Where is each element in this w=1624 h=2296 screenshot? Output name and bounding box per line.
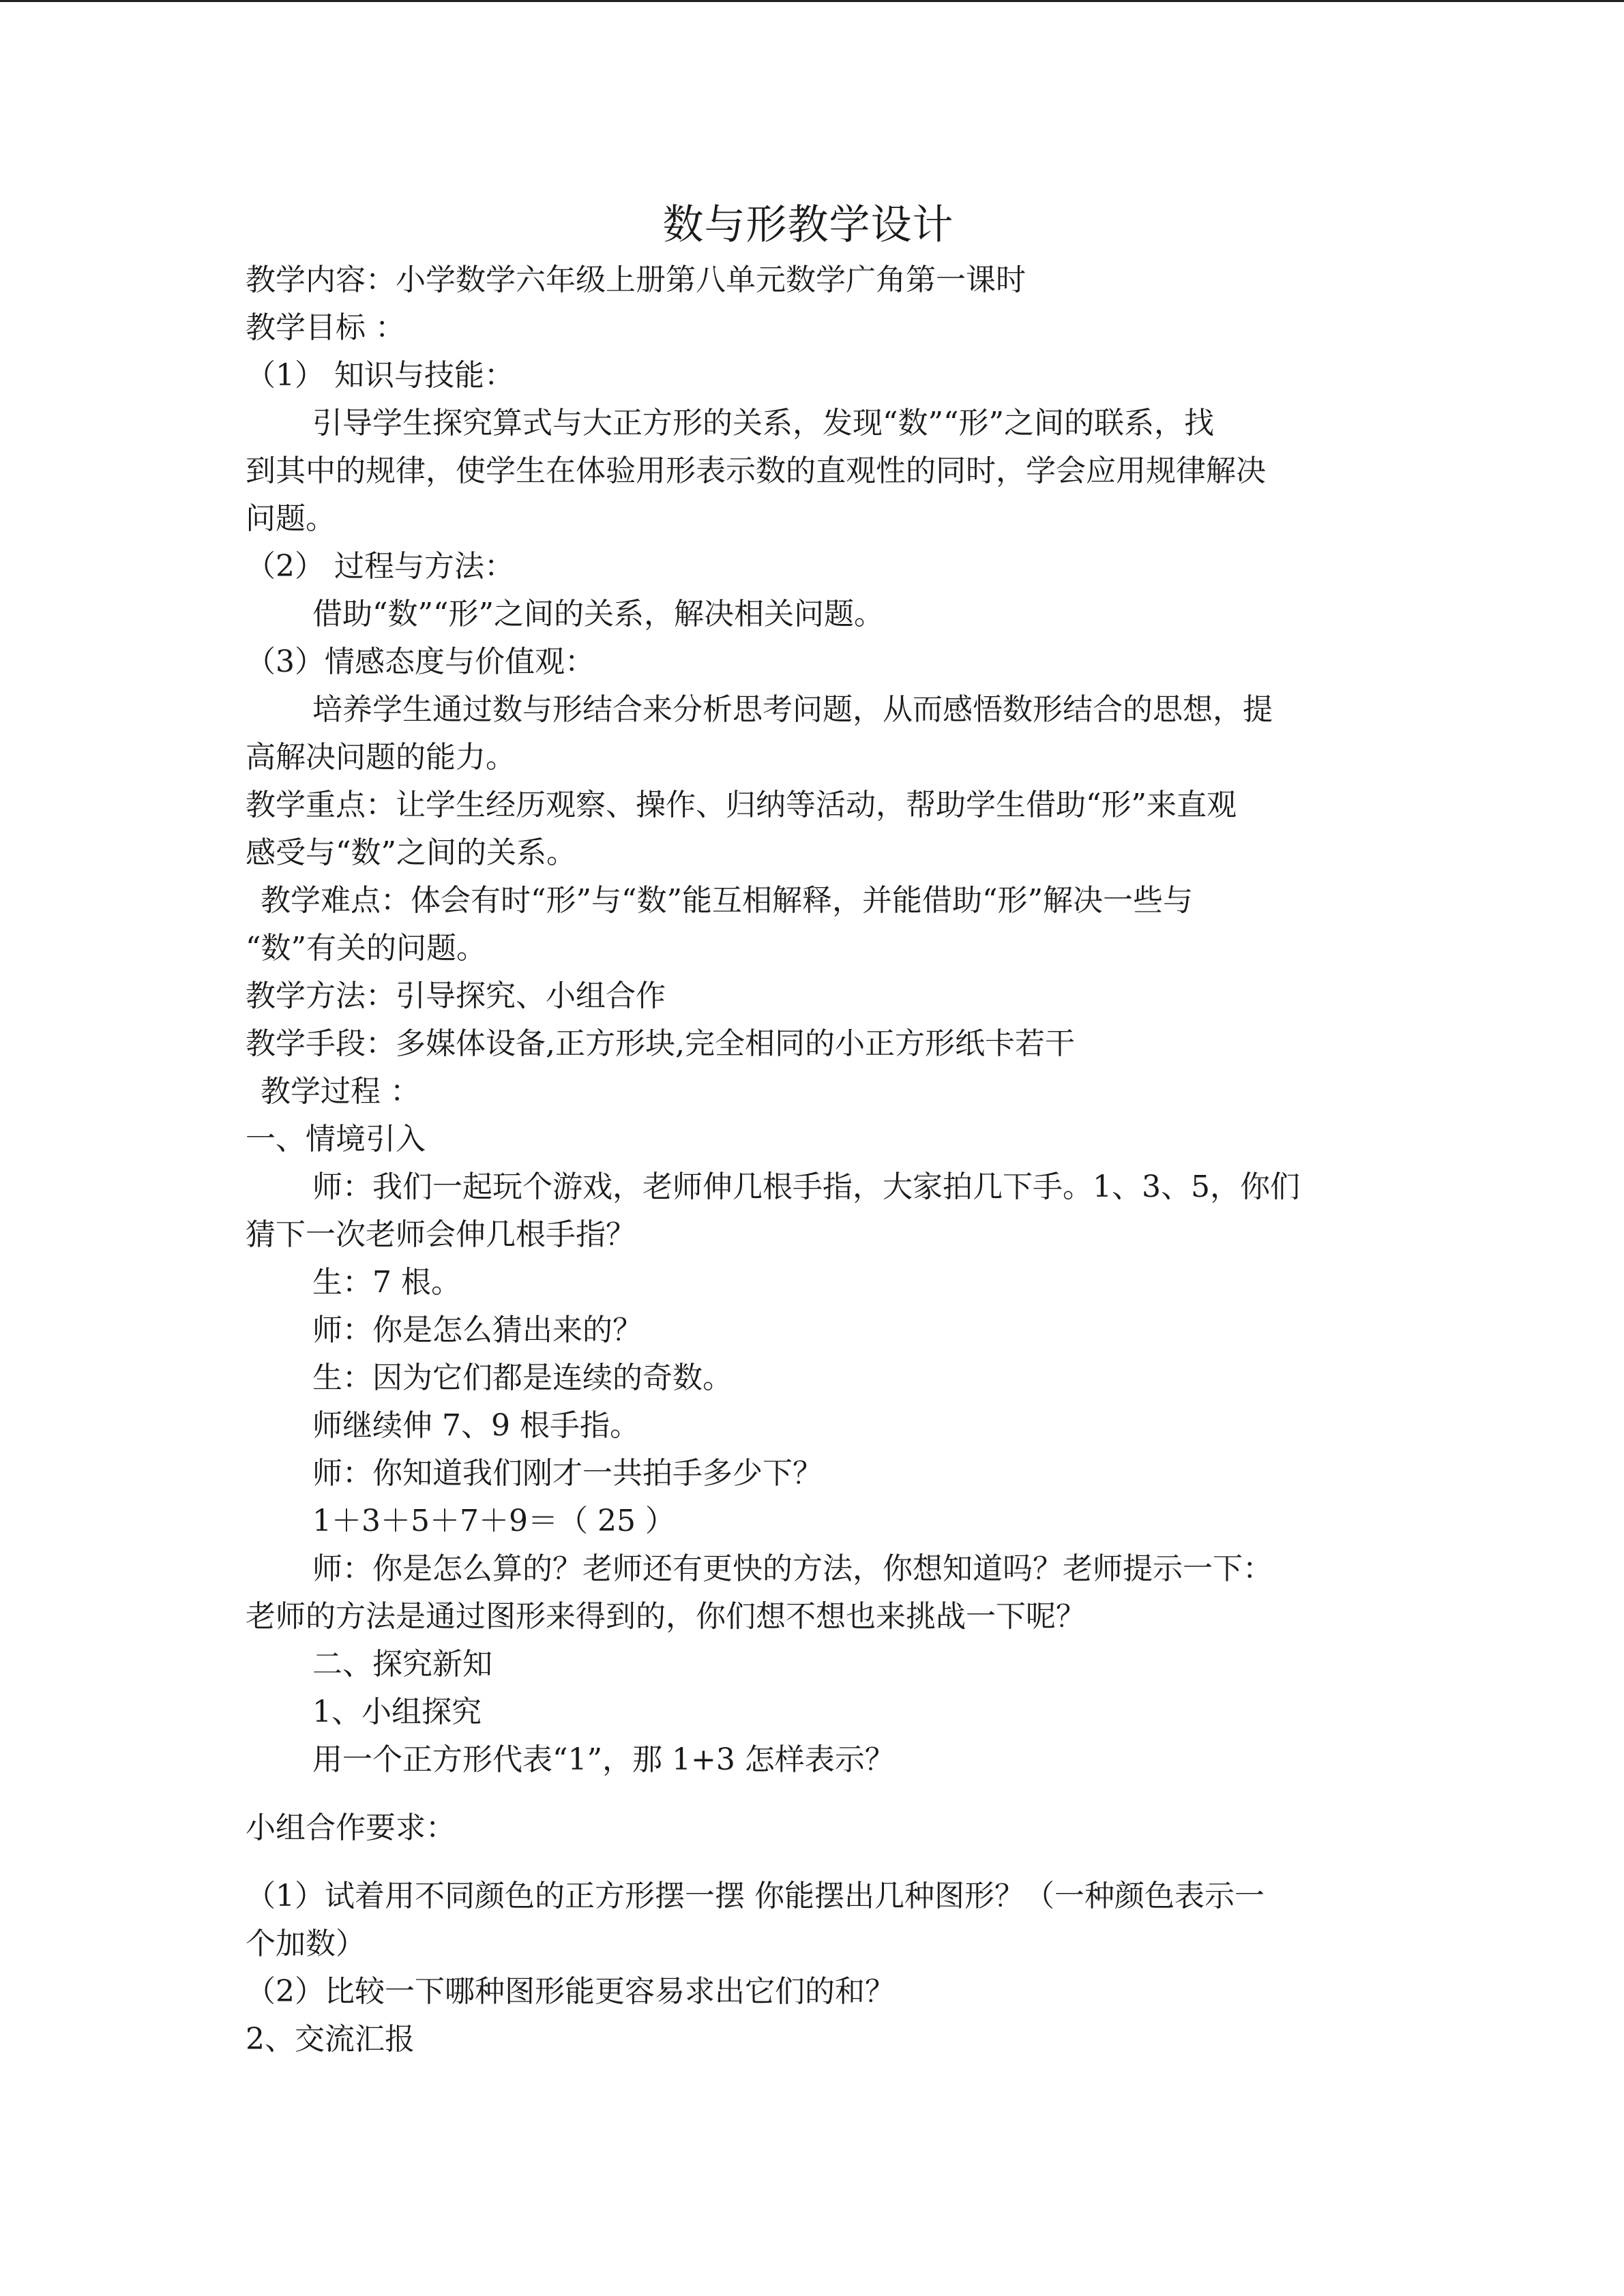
document-title: 数与形教学设计 bbox=[662, 201, 954, 249]
dialogue-teacher-1-line-2: 猜下一次老师会伸几根手指？ bbox=[246, 1217, 636, 1252]
goal-1-text-line-2: 到其中的规律，使学生在体验用形表示数的直观性的同时，学会应用规律解决 bbox=[246, 453, 1266, 488]
goal-1-heading: （1） 知识与技能： bbox=[246, 358, 514, 393]
teaching-method-line: 教学方法：引导探究、小组合作 bbox=[246, 979, 666, 1013]
page-top-border bbox=[0, 0, 1624, 2]
difficulties-line-1: 教学难点：体会有时“形”与“数”能互相解释，并能借助“形”解决一些与 bbox=[261, 883, 1193, 918]
goal-3-text-line-2: 高解决问题的能力。 bbox=[246, 740, 516, 775]
requirement-1-line-1: （1）试着用不同颜色的正方形摆一摆 你能摆出几种图形？（一种颜色表示一 bbox=[246, 1879, 1265, 1913]
subsection-1-heading: 1、小组探究 bbox=[312, 1695, 482, 1729]
dialogue-teacher-4: 师：你知道我们刚才一共拍手多少下？ bbox=[312, 1456, 823, 1491]
section-1-heading: 一、情境引入 bbox=[246, 1122, 426, 1157]
goal-2-heading: （2） 过程与方法： bbox=[246, 549, 514, 584]
dialogue-teacher-5-line-1: 师：你是怎么算的？老师还有更快的方法，你想知道吗？老师提示一下： bbox=[312, 1551, 1273, 1586]
key-points-line-1: 教学重点：让学生经历观察、操作、归纳等活动，帮助学生借助“形”来直观 bbox=[246, 788, 1237, 822]
requirement-1-line-2: 个加数） bbox=[246, 1926, 366, 1961]
goal-3-text-line-1: 培养学生通过数与形结合来分析思考问题，从而感悟数形结合的思想，提 bbox=[312, 692, 1273, 727]
dialogue-teacher-3: 师继续伸 7、9 根手指。 bbox=[312, 1408, 640, 1443]
teaching-means-line: 教学手段：多媒体设备,正方形块,完全相同的小正方形纸卡若干 bbox=[246, 1026, 1075, 1061]
square-question: 用一个正方形代表“1”，那 1+3 怎样表示？ bbox=[312, 1742, 895, 1777]
teaching-goals-heading: 教学目标 ： bbox=[246, 310, 405, 345]
subsection-2-heading: 2、交流汇报 bbox=[246, 2022, 415, 2057]
section-2-heading: 二、探究新知 bbox=[312, 1647, 492, 1682]
dialogue-teacher-2: 师：你是怎么猜出来的？ bbox=[312, 1313, 643, 1347]
document-page bbox=[246, 198, 1371, 2063]
goal-3-heading: （3）情感态度与价值观： bbox=[246, 644, 595, 679]
key-points-line-2: 感受与“数”之间的关系。 bbox=[246, 835, 576, 870]
sum-equation: 1＋3＋5＋7＋9＝（ 25 ） bbox=[312, 1504, 675, 1538]
dialogue-student-1: 生：7 根。 bbox=[312, 1265, 461, 1300]
teaching-process-heading: 教学过程 ： bbox=[261, 1074, 420, 1109]
group-requirements-heading: 小组合作要求： bbox=[246, 1810, 456, 1845]
goal-1-text-line-3: 问题。 bbox=[246, 501, 336, 536]
dialogue-student-2: 生：因为它们都是连续的奇数。 bbox=[312, 1360, 733, 1395]
teaching-content-line: 教学内容：小学数学六年级上册第八单元数学广角第一课时 bbox=[246, 263, 1026, 297]
requirement-2: （2）比较一下哪种图形能更容易求出它们的和？ bbox=[246, 1974, 895, 2009]
dialogue-teacher-5-line-2: 老师的方法是通过图形来得到的，你们想不想也来挑战一下呢？ bbox=[246, 1599, 1086, 1634]
difficulties-line-2: “数”有关的问题。 bbox=[246, 931, 486, 966]
dialogue-teacher-1-line-1: 师：我们一起玩个游戏，老师伸几根手指，大家拍几下手。1、3、5，你们 bbox=[312, 1169, 1300, 1204]
goal-1-text-line-1: 引导学生探究算式与大正方形的关系，发现“数”“形”之间的联系，找 bbox=[312, 406, 1214, 441]
goal-2-text: 借助“数”“形”之间的关系，解决相关问题。 bbox=[312, 597, 884, 631]
